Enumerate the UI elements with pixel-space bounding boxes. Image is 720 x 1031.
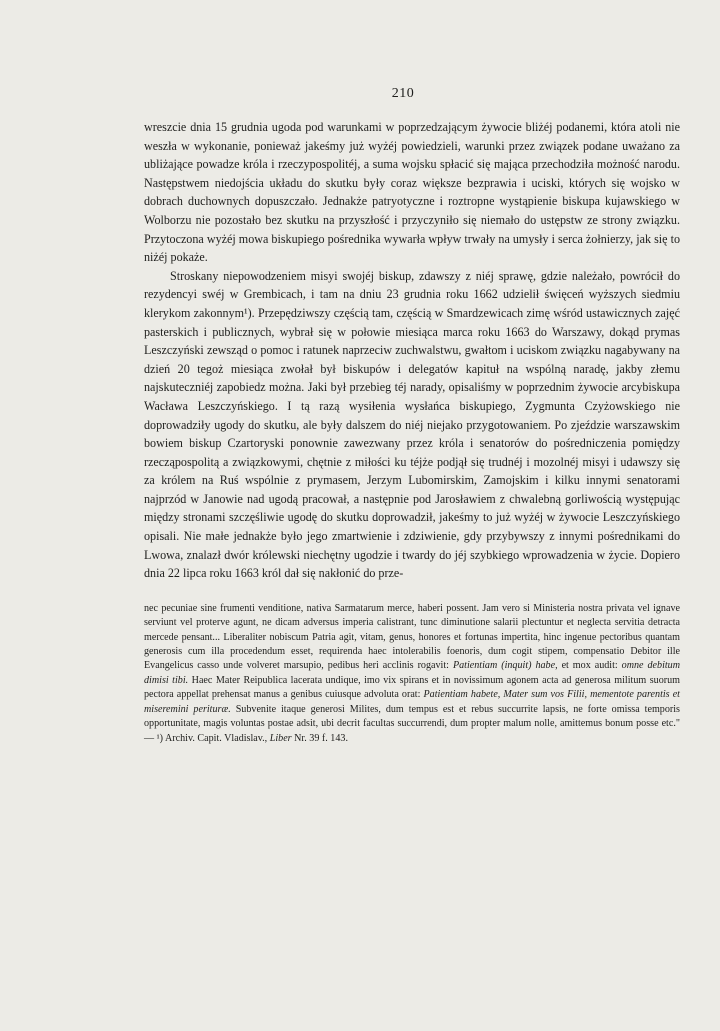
footnote-italic-2: omne debitum dimisi tibi. xyxy=(144,660,681,686)
footnote-latin-quote xyxy=(144,602,680,746)
footnote-segment-4: Subvenite itaque generosi Milites, dum tempus est et rebus succurrite lapsis, ne forte omissa temporis opportunitate, magis voluntas postae adsit, ubi decrit facultas succurrendi, dum propter malum nolle, amittemus bonum posse etc." — ¹) Archiv. Capit. Vladislav., xyxy=(144,703,680,744)
footnote-segment-1: nec pecuniae sine frumenti venditione, nativa Sarmatarum merce, haberi possent. Jam vero si Ministeria nostra privata vel ignave serviunt vel proterve agunt, ne dicam adversus imperia calistrant, tunc diminutione salarii plectuntur et neglecta servitia detracta mercede pensant... Liberaliter nobiscum Patria agit, vitam, genus, honores et fortunas impertita, hinc ingenue pectoribus quantam generosis cum illa procedendum esset, requirenda haec intolerabilis foenoris, dum cogit stipem, compensatio Debitor ille Evangelicus casso unde volveret marsupio, pedibus heri acclinis rogavit: xyxy=(144,602,680,672)
footnote-italic-1: Patientiam (inquit) habe, xyxy=(452,660,558,672)
footnote-segment-3: Haec Mater Reipublica lacerata undique, imo vix spirans et in novissimum agonem acta ad generosa militum suorum pectora appellat prehensat manus a genibus cuiusque advoluta orat: xyxy=(144,674,681,701)
footnote-italic-3: Patientiam habete, Mater sum vos Filii, mementote parentis et miseremini perituræ. xyxy=(144,689,680,715)
paragraph-2: Stroskany niepowodzeniem misyi swojéj biskup, zdawszy z niéj sprawę, gdzie należało, powrócił do rezydencyi swéj w Grembicach, i tam na dniu 23 grudnia roku 1662 udzielił święceń wyższych siedmiu klerykom zakonnym¹). Przepędziwszy częścią tam, częścią w Smardzewicach zimę wśród ustawicznych zajęć pasterskich i publicznych, wybrał się w połowie miesiąca marca roku 1663 do Warszawy, dokąd prymas Leszczyński zewsząd o pomoc i ratunek naprzeciw zuchwalstwu, gwałtom i uciskom związku nagabywany na dzień 20 tegoż miesiąca zwołał był biskupów i delegatów kapituł na wspólną naradę, jakby złemu najskuteczniéj zapobiedz można. Jaki był przebieg téj narady, opisaliśmy w poprzednim żywocie arcybiskupa Wacława Leszczyńskiego. I tą razą wysiłenia wysłańca biskupiego, Zygmunta Czyżowskiego nie doprowadziły ugody do skutku, ale były dalszem do niéj niejako przygotowaniem. Po zjeździe warszawskim bowiem biskup Czartoryski ponownie zawezwany przez króla i senatorów do pośredniczenia pomiędzy rzecząpospolitą a związkowymi, chętnie z miłości ku téjże podjął się trudnéj i mozolnéj misyi i udawszy się za królem na Ruś wspólnie z prymasem, Jerzym Lubomirskim, Zamojskim i kilku innymi senatorami najprzód w Janowie nad ugodą pracował, a następnie pod Jarosławiem z chwalebną gorliwością występując między stronami szczęśliwie ugodę do skutku doprowadził, jakeśmy to już wyżéj w żywocie Leszczyńskiego opisali. Nie małe jednakże było jego zmartwienie i zdziwienie, gdy przybywszy z innymi pośrednikami do Lwowa, znalazł dwór królewski niechętny ugodzie i twardy do jéj szybkiego wprowadzenia w życie. Dopiero dnia 22 lipca roku 1663 król dał się nakłonić do prze- xyxy=(144,268,680,581)
paragraph-1: wreszcie dnia 15 grudnia ugoda pod warunkami w poprzedzającym żywocie bliżéj podanemi, która atoli nie weszła w wykonanie, ponieważ jakeśmy już wyżéj powiedzieli, warunki przez związek podane uważano za ubliżające powadze króla i rzeczypospolitéj, a suma wojsku spłacić się mająca przechodziła możność narodu. Następstwem niedojścia układu do skutku były coraz większe bezprawia i uciski, których się wojsko w dobrach duchownych dopuszczało. Jednakże patryotyczne i roztropne wystąpienie biskupa kujawskiego w Wolborzu nie pozostało bez skutku na przyszłość i przyczyniło się niemało do ustępstw ze strony związku. Przytoczona wyżéj mowa biskupiego pośrednika wywarła wpływ trwały na umysły i serca żołnierzy, jak się to niżéj pokaże. xyxy=(144,120,680,265)
page-number: 210 xyxy=(391,86,415,101)
footnote-segment-2: et mox audit: xyxy=(561,660,618,672)
main-text xyxy=(144,118,680,583)
footnote-segment-5: Nr. 39 f. 143. xyxy=(294,732,348,744)
text-block xyxy=(144,118,680,746)
footnote-italic-4: Liber xyxy=(269,732,292,744)
footnotes xyxy=(144,602,680,746)
